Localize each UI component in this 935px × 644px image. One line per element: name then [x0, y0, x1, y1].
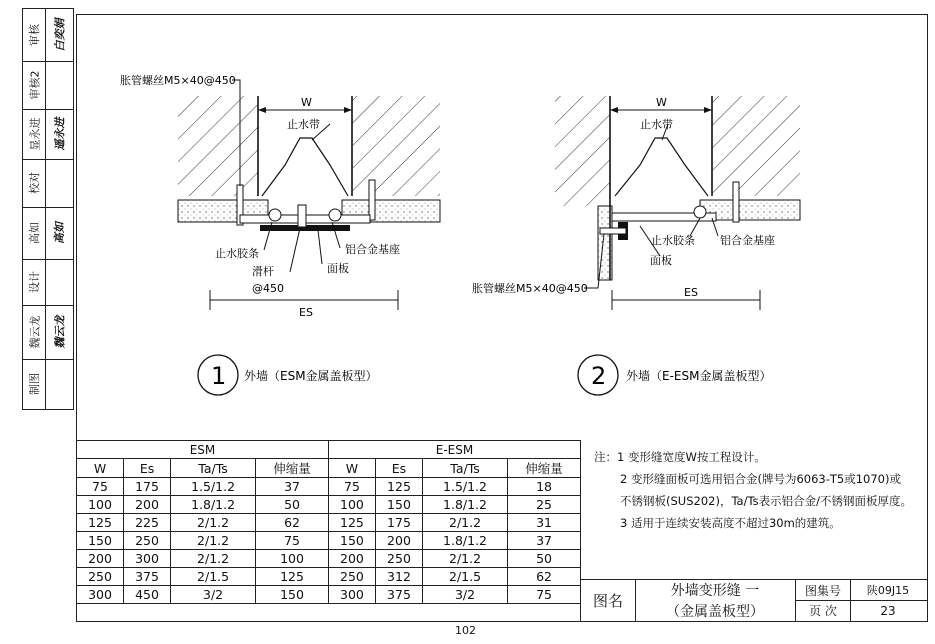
table-cell: 31	[508, 514, 581, 532]
table-cell: 150	[328, 532, 375, 550]
table-cell: 2/1.2	[422, 550, 507, 568]
table-row	[77, 586, 581, 604]
d2-dim-es: ES	[684, 286, 698, 299]
table-cell: 2/1.2	[422, 514, 507, 532]
table-cell: 300	[124, 550, 171, 568]
col-header: W	[77, 459, 124, 478]
approval-label: 制图	[28, 373, 41, 395]
table-cell: 375	[375, 586, 422, 604]
table-cell: 312	[375, 568, 422, 586]
d2-caption: 外墙（E-ESM金属盖板型）	[626, 369, 772, 383]
table-cell: 250	[328, 568, 375, 586]
table-cell: 62	[256, 514, 329, 532]
table-cell: 250	[77, 568, 124, 586]
d1-number: 1	[211, 362, 227, 390]
col-header: Ta/Ts	[171, 459, 256, 478]
table-cell: 3/2	[171, 586, 256, 604]
table-cell: 100	[328, 496, 375, 514]
table-cell: 50	[508, 550, 581, 568]
notes	[594, 446, 912, 534]
approval-label: 审核	[28, 24, 41, 46]
table-cell: 150	[77, 532, 124, 550]
table-cell: 37	[508, 532, 581, 550]
table-cell: 300	[328, 586, 375, 604]
table-cell: 2/1.5	[422, 568, 507, 586]
d1-base-label: 铝合金基座	[345, 243, 400, 256]
table-cell: 100	[77, 496, 124, 514]
d1-slide-label: 滑杆	[252, 265, 274, 278]
table-cell: 1.8/1.2	[422, 532, 507, 550]
d1-dim-w: W	[301, 96, 312, 109]
table-cell: 450	[124, 586, 171, 604]
d2-waterstop-label: 止水带	[640, 118, 673, 131]
atlas-label: 图集号	[795, 580, 851, 601]
approval-signature: 魏云龙	[53, 315, 66, 349]
approval-label: 设计	[28, 271, 41, 293]
table-cell: 150	[375, 496, 422, 514]
note-line-3: 不锈钢板(SUS202)，Ta/Ts表示铝合金/不锈钢面板厚度。	[620, 494, 912, 508]
table-cell: 75	[256, 532, 329, 550]
approval-label: 审核2	[28, 70, 41, 100]
e-esm-group-header: E-ESM	[328, 441, 580, 459]
table-cell: 1.8/1.2	[171, 496, 256, 514]
table-cell: 125	[256, 568, 329, 586]
note-line-4: 3 适用于连续安装高度不超过30m的建筑。	[620, 516, 841, 530]
table-cell: 225	[124, 514, 171, 532]
approval-label: 魏云龙	[28, 315, 41, 349]
approval-signature: 白奕娟	[53, 18, 66, 52]
approval-label: 校对	[28, 172, 41, 194]
title-line-1: 外墙变形缝 一	[670, 583, 760, 599]
table-cell: 125	[328, 514, 375, 532]
table-cell: 2/1.2	[171, 514, 256, 532]
table-cell: 37	[256, 478, 329, 496]
d1-rubber-label: 止水胶条	[215, 247, 259, 260]
table-row	[77, 514, 581, 532]
table-cell: 125	[375, 478, 422, 496]
table-cell: 3/2	[422, 586, 507, 604]
dimension-table	[76, 440, 581, 604]
table-cell: 300	[77, 586, 124, 604]
table-cell: 18	[508, 478, 581, 496]
table-cell: 2/1.2	[171, 532, 256, 550]
table-column-header-row	[77, 459, 581, 478]
col-header: Es	[375, 459, 422, 478]
table-cell: 1.5/1.2	[171, 478, 256, 496]
d2-rubber-label: 止水胶条	[651, 234, 695, 247]
d2-bolt-label: 胀管螺丝M5×40@450	[472, 282, 588, 295]
table-cell: 2/1.5	[171, 568, 256, 586]
d2-base-label: 铝合金基座	[720, 234, 775, 247]
table-cell: 1.8/1.2	[422, 496, 507, 514]
table-cell: 250	[124, 532, 171, 550]
col-header: Ta/Ts	[422, 459, 507, 478]
table-cell: 175	[375, 514, 422, 532]
table-cell: 25	[508, 496, 581, 514]
d2-number: 2	[591, 362, 607, 390]
title-block	[580, 579, 928, 622]
d1-caption: 外墙（ESM金属盖板型）	[244, 369, 378, 383]
page-number: 102	[455, 624, 476, 637]
d1-slide-spacing: @450	[252, 282, 284, 295]
table-cell: 2/1.2	[171, 550, 256, 568]
notes-heading: 注：	[594, 450, 617, 464]
table-cell: 100	[256, 550, 329, 568]
col-header: 伸缩量	[256, 459, 329, 478]
table-cell: 175	[124, 478, 171, 496]
detail-2-drawing	[472, 96, 800, 395]
table-cell: 200	[124, 496, 171, 514]
table-cell: 75	[77, 478, 124, 496]
page-value: 23	[880, 603, 896, 618]
table-cell: 1.5/1.2	[422, 478, 507, 496]
d2-panel-label: 面板	[650, 254, 672, 267]
table-row	[77, 496, 581, 514]
table-cell: 75	[508, 586, 581, 604]
col-header: Es	[124, 459, 171, 478]
table-row	[77, 478, 581, 496]
page-label: 页 次	[795, 600, 851, 621]
table-cell: 50	[256, 496, 329, 514]
table-row	[77, 550, 581, 568]
table-group-header-row	[77, 441, 581, 459]
table-cell: 125	[77, 514, 124, 532]
d1-waterstop-label: 止水带	[287, 118, 320, 131]
table-cell: 375	[124, 568, 171, 586]
table-cell: 200	[77, 550, 124, 568]
d1-panel-label: 面板	[327, 262, 349, 275]
col-header: W	[328, 459, 375, 478]
d2-dim-w: W	[656, 96, 667, 109]
detail-1-drawing	[120, 73, 440, 395]
atlas-value: 陕09J15	[849, 580, 927, 601]
table-cell: 200	[328, 550, 375, 568]
approval-signature: 高如	[53, 222, 66, 244]
esm-group-header: ESM	[77, 441, 329, 459]
table-row	[77, 532, 581, 550]
title-name-label: 图名	[581, 580, 636, 621]
d1-bolt-label: 胀管螺丝M5×40@450	[120, 74, 236, 87]
approval-signature: 遥永进	[53, 117, 66, 151]
table-cell: 150	[256, 586, 329, 604]
col-header: 伸缩量	[508, 459, 581, 478]
title-line-2: （金属盖板型）	[666, 603, 764, 620]
approval-label: 显永进	[28, 117, 41, 151]
table-cell: 62	[508, 568, 581, 586]
approval-label: 高如	[28, 222, 41, 244]
note-line-1: 1 变形缝宽度W按工程设计。	[617, 450, 766, 464]
d1-dim-es: ES	[299, 306, 313, 319]
note-line-2: 2 变形缝面板可选用铝合金(牌号为6063-T5或1070)或	[620, 472, 901, 486]
table-cell: 75	[328, 478, 375, 496]
table-row	[77, 568, 581, 586]
table-cell: 200	[375, 532, 422, 550]
table-cell: 250	[375, 550, 422, 568]
